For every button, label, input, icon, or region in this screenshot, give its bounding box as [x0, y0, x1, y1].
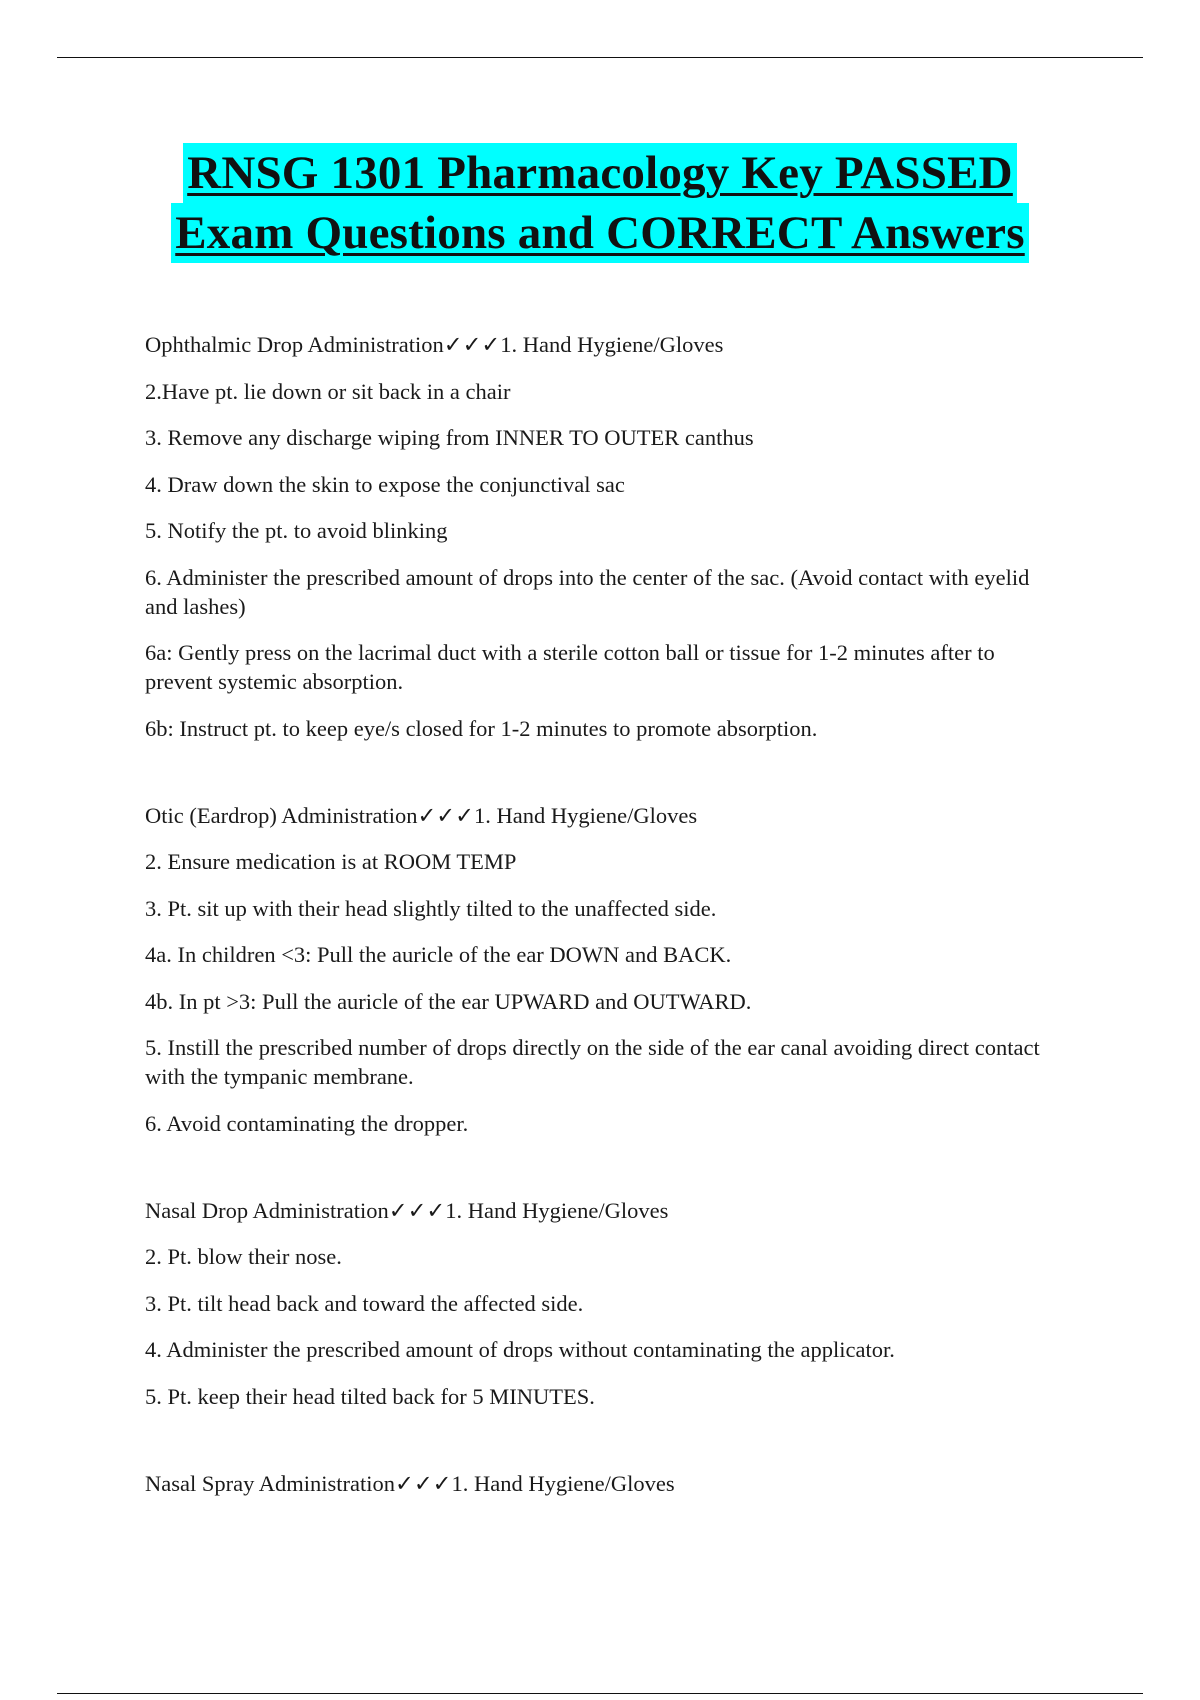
step-line: 6. Avoid contaminating the dropper.: [145, 1110, 469, 1136]
section-ophthalmic-drop: [145, 330, 1045, 743]
step-line: 4a. In children <3: Pull the auricle of the ear DOWN and BACK.: [145, 942, 732, 967]
document-title: [0, 143, 1200, 263]
step-line: 3. Remove any discharge wiping from INNER TO OUTER canthus: [145, 425, 754, 450]
step-line: 2.Have pt. lie down or sit back in a chair: [145, 378, 511, 404]
step-line: 4b. In pt >3: Pull the auricle of the ear UPWARD and OUTWARD.: [145, 988, 752, 1014]
footer-rule: [57, 1693, 1143, 1694]
step-line: 3. Pt. sit up with their head slightly tilted to the unaffected side.: [145, 895, 717, 921]
step-line: 5. Notify the pt. to avoid blinking: [145, 518, 448, 543]
section-heading: Nasal Spray Administration✓✓✓1. Hand Hygiene/Gloves: [145, 1470, 675, 1496]
step-line: 4. Administer the prescribed amount of drops without contaminating the applicator.: [145, 1337, 895, 1362]
section-otic-eardrop: [145, 801, 1045, 1138]
section-heading: Ophthalmic Drop Administration✓✓✓1. Hand Hygiene/Gloves: [145, 332, 724, 357]
section-nasal-drop: [145, 1196, 1045, 1411]
step-line: 5. Instill the prescribed number of drops directly on the side of the ear canal avoiding direct contact with the tympanic membrane.: [145, 1035, 1040, 1089]
step-line: 3. Pt. tilt head back and toward the affected side.: [145, 1290, 584, 1316]
document-body: [145, 330, 1045, 1515]
section-nasal-spray: [145, 1469, 1045, 1498]
step-line: 5. Pt. keep their head tilted back for 5 MINUTES.: [145, 1383, 595, 1409]
title-line-1: RNSG 1301 Pharmacology Key PASSED: [183, 143, 1017, 203]
step-line: 2. Pt. blow their nose.: [145, 1244, 342, 1269]
step-line: 2. Ensure medication is at ROOM TEMP: [145, 849, 517, 874]
step-line: 6. Administer the prescribed amount of drops into the center of the sac. (Avoid contact with eyelid and lashes): [145, 564, 1030, 619]
header-rule: [57, 57, 1143, 58]
step-line: 6a: Gently press on the lacrimal duct with a sterile cotton ball or tissue for 1-2 minutes after to prevent systemic absorption.: [145, 640, 995, 694]
section-heading: Nasal Drop Administration✓✓✓1. Hand Hygiene/Gloves: [145, 1197, 669, 1223]
title-line-2: Exam Questions and CORRECT Answers: [171, 203, 1028, 263]
section-heading: Otic (Eardrop) Administration✓✓✓1. Hand Hygiene/Gloves: [145, 802, 698, 828]
step-line: 6b: Instruct pt. to keep eye/s closed for 1-2 minutes to promote absorption.: [145, 715, 818, 741]
step-line: 4. Draw down the skin to expose the conjunctival sac: [145, 471, 625, 497]
